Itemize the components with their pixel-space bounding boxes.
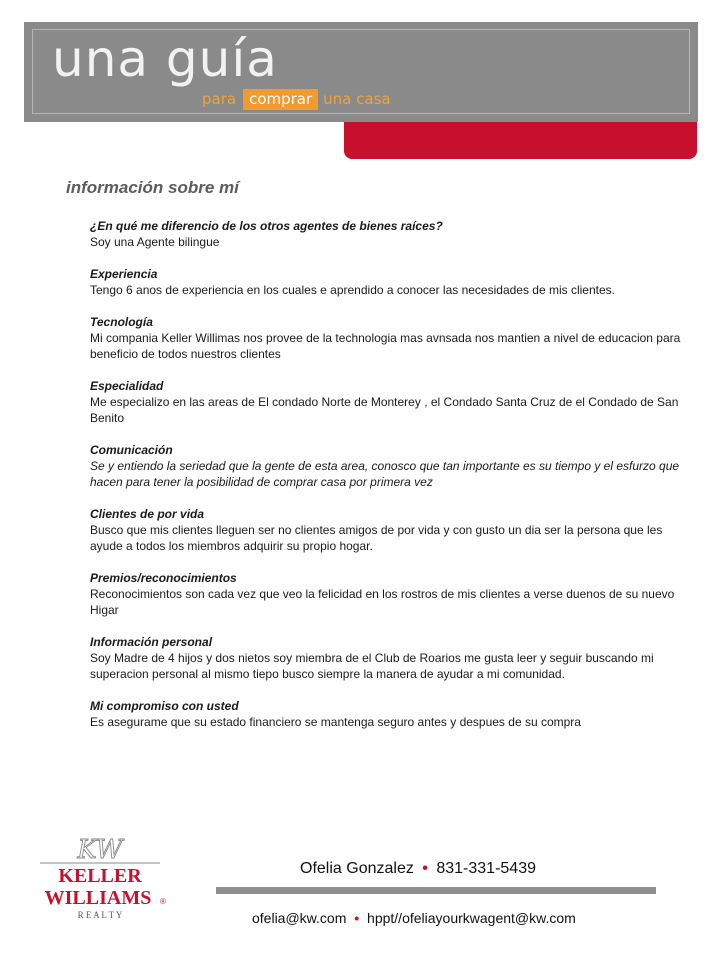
bullet-separator: •	[422, 860, 428, 877]
section-body: Tengo 6 anos de experiencia en los cuales e aprendido a conocer las necesidades de mis clientes.	[90, 283, 615, 297]
agent-website[interactable]: hppt//ofeliayourkwagent@kw.com	[367, 910, 576, 926]
logo-keller: KELLER	[58, 865, 142, 887]
section-heading: Clientes de por vida	[90, 507, 205, 521]
subtitle-pre: para	[202, 90, 237, 108]
section-heading: Información personal	[90, 635, 213, 649]
section-heading: Premios/reconocimientos	[90, 571, 237, 585]
agent-phone[interactable]: 831-331-5439	[436, 860, 536, 877]
section-body: Soy una Agente bilingue	[90, 235, 220, 249]
section-specialty	[90, 378, 688, 426]
agent-email[interactable]: ofelia@kw.com	[252, 910, 347, 926]
contact-line	[252, 910, 576, 926]
section-body: Mi compania Keller Willimas nos provee de la technologia mas avnsada nos mantien a nivel de educacion para beneficio de todos nuestros clientes	[90, 331, 681, 361]
logo-williams: WILLIAMS	[44, 887, 152, 909]
section-heading: Tecnología	[90, 315, 153, 329]
section-body: Me especializo en las areas de El condado Norte de Monterey , el Condado Santa Cruz de el Condado de San Benito	[90, 395, 679, 425]
section-heading: Comunicación	[90, 443, 173, 457]
section-body: Soy Madre de 4 hijos y dos nietos soy miembra de el Club de Roarios me gusta leer y seguir buscando mi superacion personal al mismo tiepo busco siempre la manera de ayudar a mi comunidad.	[90, 651, 654, 681]
section-body: Es asegurame que su estado financiero se mantenga seguro antes y despues de su compra	[90, 715, 581, 729]
section-heading: ¿En qué me diferencio de los otros agentes de bienes raíces?	[90, 219, 443, 233]
section-technology	[90, 314, 688, 362]
section-lifetime-clients	[90, 506, 688, 554]
header-banner	[24, 22, 698, 122]
section-heading: Experiencia	[90, 267, 158, 281]
section-personal-info	[90, 634, 688, 682]
logo-realty: R E A L T Y	[77, 910, 123, 920]
section-body: Reconocimientos son cada vez que veo la felicidad en los rostros de mis clientes a verse duenos de su nuevo Higar	[90, 587, 675, 617]
section-heading: Mi compromiso con usted	[90, 699, 239, 713]
keller-williams-logo	[38, 830, 172, 922]
subtitle-post: una casa	[323, 90, 391, 108]
banner-title: una guía	[52, 30, 278, 88]
footer-divider-bar	[216, 887, 656, 894]
subtitle-highlight: comprar	[243, 89, 318, 110]
section-awards	[90, 570, 688, 618]
red-accent-tab	[344, 122, 697, 159]
section-experience	[90, 266, 688, 298]
registered-mark: ®	[160, 897, 166, 906]
kw-monogram: KW	[77, 835, 123, 865]
section-heading: Especialidad	[90, 379, 164, 393]
section-communication	[90, 442, 688, 490]
section-difference	[90, 218, 688, 250]
section-commitment	[90, 698, 688, 730]
bullet-separator: •	[354, 910, 360, 926]
section-body: Busco que mis clientes lleguen ser no clientes amigos de por vida y con gusto un dia ser la persona que les ayude a todos los miembros adquirir su propio hogar.	[90, 523, 663, 553]
banner-subtitle	[202, 88, 391, 110]
agent-name-line	[300, 860, 536, 878]
section-title: información sobre mí	[66, 178, 239, 197]
agent-name: Ofelia Gonzalez	[300, 860, 414, 877]
section-body: Se y entiendo la seriedad que la gente de esta area, conosco que tan importante es su tiempo y el esfurzo que hacen para tener la posibilidad de comprar casa por primera vez	[90, 459, 680, 489]
content-body	[90, 218, 688, 746]
